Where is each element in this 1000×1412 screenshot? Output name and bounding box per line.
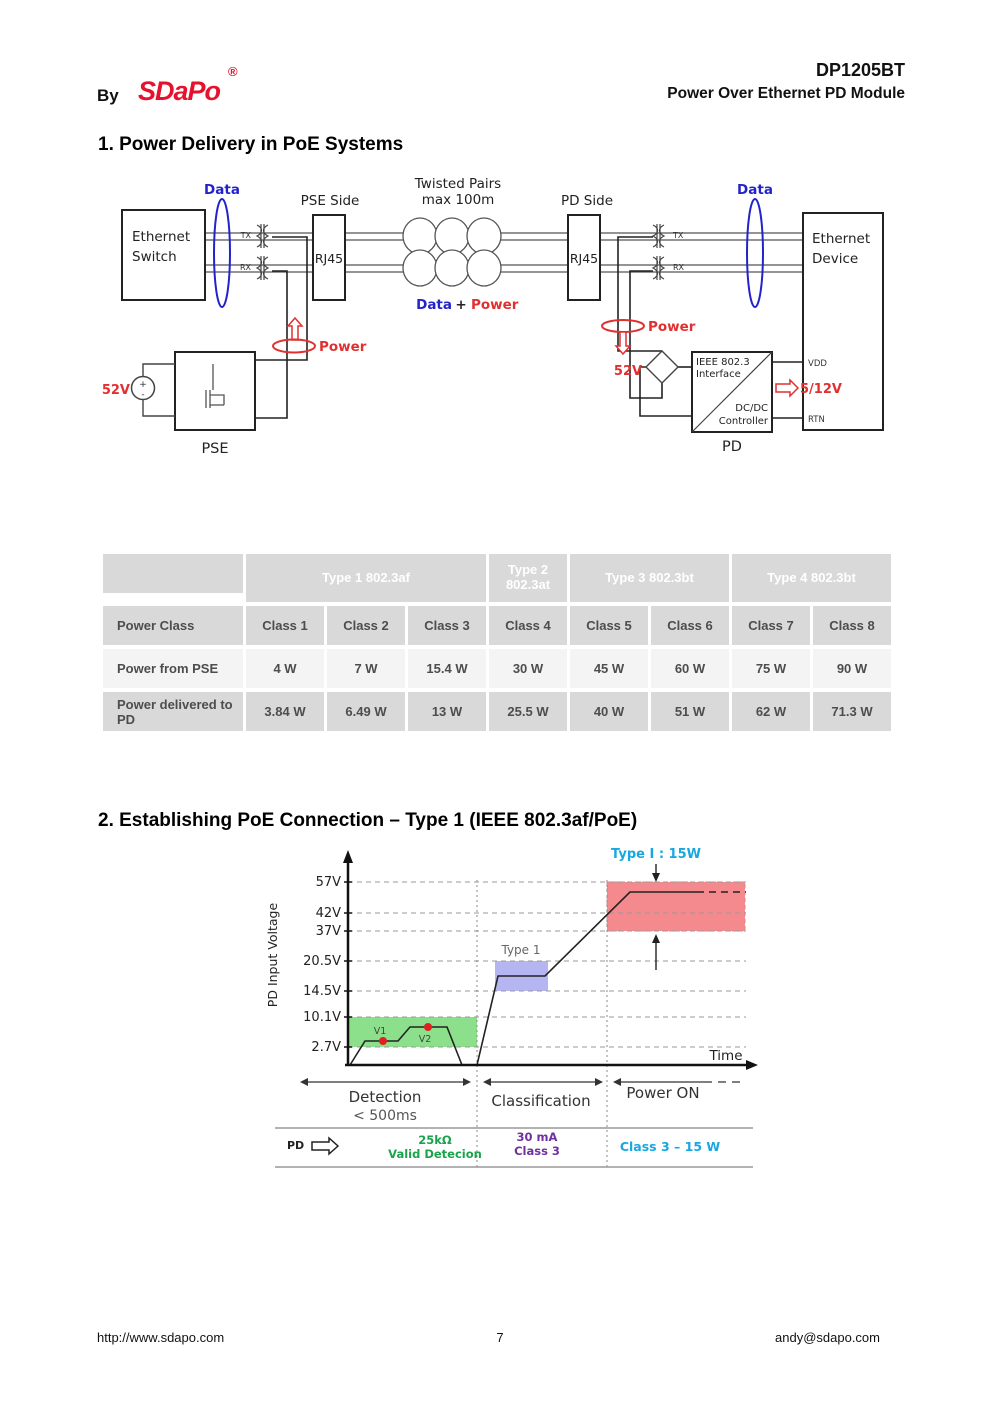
table-cell: 3.84 W — [246, 692, 324, 731]
x-axis-arrowhead — [746, 1060, 758, 1070]
y-axis-arrowhead — [343, 850, 353, 863]
detection-band — [348, 1017, 477, 1047]
section1-heading: 1. Power Delivery in PoE Systems — [98, 134, 404, 155]
classification-value2: Class 3 — [514, 1144, 560, 1158]
twisted-pairs-label1: Twisted Pairs — [414, 176, 502, 192]
ethernet-switch-label1: Ethernet — [132, 229, 191, 245]
table-cell: Class 1 — [246, 606, 324, 645]
y-tick-labels — [303, 875, 341, 1055]
x-axis-title: Time — [709, 1048, 743, 1064]
product-title: DP1205BT — [815, 60, 905, 80]
down-arrowhead-icon — [652, 873, 660, 882]
type1-header: Type 1 802.3af — [246, 554, 486, 602]
table-cell: Class 6 — [651, 606, 729, 645]
table-cell: 4 W — [246, 649, 324, 688]
table-cell: 75 W — [732, 649, 810, 688]
y-tick-20-5: 20.5V — [303, 954, 341, 969]
classification-value: 30 mA — [516, 1130, 558, 1144]
row-label-power-delivered: Power delivered to PD — [103, 692, 243, 731]
source-plus: + — [139, 380, 147, 390]
y-axis-title: PD Input Voltage — [265, 902, 280, 1008]
data-plus-power-power: Power — [471, 297, 519, 313]
poe-system-diagram — [100, 168, 900, 468]
ethernet-device-label1: Ethernet — [812, 231, 871, 247]
rj45-label-right: RJ45 — [569, 251, 599, 266]
data-plus-power-plus: + — [455, 297, 467, 313]
table-cell: 51 W — [651, 692, 729, 731]
table-cell: 62 W — [732, 692, 810, 731]
phase-separators — [477, 880, 607, 1167]
ethernet-device-label2: Device — [812, 251, 859, 267]
table-cell: 13 W — [408, 692, 486, 731]
phase-classification-label: Classification — [491, 1092, 591, 1110]
table-cell: Class 2 — [327, 606, 405, 645]
pse-box — [175, 352, 255, 430]
header-title-block — [667, 60, 905, 103]
footer-page-number: 7 — [496, 1330, 504, 1345]
table-cell: 7 W — [327, 649, 405, 688]
rx-label-pse: RX — [239, 263, 251, 272]
data-ellipse-right — [747, 199, 763, 307]
phase-detection-sublabel: < 500ms — [353, 1108, 417, 1124]
ieee-label2: Interface — [696, 369, 741, 380]
detection-value2: Valid Detecion — [388, 1147, 482, 1161]
y-tick-57: 57V — [315, 875, 341, 890]
table-cell: 45 W — [570, 649, 648, 688]
table-corner-cell — [103, 554, 243, 593]
poe-connection-chart — [250, 840, 770, 1180]
power-label-right: Power — [648, 319, 696, 335]
type3-header: Type 3 802.3bt — [570, 554, 729, 602]
row-label-power-from-pse: Power from PSE — [103, 649, 243, 688]
source-minus: - — [141, 390, 145, 400]
pse-power-wires — [255, 237, 307, 418]
product-subtitle: Power Over Ethernet PD Module — [667, 85, 905, 102]
v2-point — [424, 1023, 432, 1031]
power-class-table — [103, 554, 891, 731]
type1-15w-label: Type I : 15W — [611, 847, 701, 862]
data-label-left: Data — [204, 182, 240, 198]
section2-heading: 2. Establishing PoE Connection – Type 1 (IEEE 802.3af/PoE) — [98, 810, 638, 831]
diode-bridge-icon — [646, 351, 678, 383]
pd-label: PD — [722, 439, 742, 455]
table-cell: 40 W — [570, 692, 648, 731]
table-cell: 90 W — [813, 649, 891, 688]
pd-data-wires — [600, 233, 803, 272]
table-cell: 25.5 W — [489, 692, 567, 731]
ieee-label1: IEEE 802.3 — [696, 357, 750, 368]
pd-side-label: PD Side — [560, 193, 614, 209]
tx-label-pse: TX — [240, 231, 251, 240]
y-tick-10-1: 10.1V — [303, 1010, 341, 1025]
pse-label: PSE — [201, 441, 229, 457]
registered-trademark: ® — [228, 64, 238, 79]
v1-label: V1 — [373, 1026, 387, 1037]
pd-row-label: PD — [287, 1139, 305, 1152]
table-cell: 30 W — [489, 649, 567, 688]
phase-detection-label: Detection — [348, 1088, 422, 1106]
table-cell: 60 W — [651, 649, 729, 688]
v2-label: V2 — [418, 1034, 432, 1045]
footer-email: andy@sdapo.com — [775, 1330, 880, 1345]
power-on-band — [607, 882, 745, 931]
table-cell: Class 4 — [489, 606, 567, 645]
table-cell: Class 7 — [732, 606, 810, 645]
data-ellipse-left — [214, 199, 230, 307]
vdd-pin-label: VDD — [808, 359, 827, 369]
v52-label-left: 52V — [101, 383, 130, 398]
power-ellipse-right — [602, 320, 644, 332]
table-cell: 15.4 W — [408, 649, 486, 688]
rx-label-pd: RX — [673, 263, 685, 272]
vout-label: 5/12V — [800, 382, 842, 397]
type2-header: Type 2 802.3at — [489, 554, 567, 602]
vout-arrow-icon — [776, 380, 798, 396]
pd-right-arrow-icon — [312, 1138, 338, 1154]
table-cell: 71.3 W — [813, 692, 891, 731]
type1-band-label: Type 1 — [501, 943, 541, 957]
brand-logo: SDaPo — [138, 76, 221, 106]
type4-header: Type 4 802.3bt — [732, 554, 891, 602]
v1-point — [379, 1037, 387, 1045]
y-tick-2-7: 2.7V — [311, 1040, 341, 1055]
table-cell: Class 3 — [408, 606, 486, 645]
data-plus-power-data: Data — [416, 297, 452, 313]
data-label-right: Data — [737, 182, 773, 198]
rj45-label-left: RJ45 — [314, 251, 344, 266]
rtn-pin-label: RTN — [808, 415, 825, 425]
up-arrowhead-icon — [652, 934, 660, 943]
row-label-power-class: Power Class — [103, 606, 243, 645]
pse-side-label: PSE Side — [300, 193, 360, 209]
twisted-pair-icon — [403, 218, 501, 286]
poweron-value: Class 3 – 15 W — [619, 1139, 721, 1154]
by-label: By — [97, 86, 119, 105]
dcdc-label1: DC/DC — [735, 403, 768, 414]
table-cell: Class 8 — [813, 606, 891, 645]
v52-label-right: 52V — [613, 364, 643, 379]
power-ellipse-left — [273, 340, 315, 353]
power-label-left: Power — [319, 339, 367, 355]
footer-url: http://www.sdapo.com — [97, 1330, 225, 1345]
table-cell: 6.49 W — [327, 692, 405, 731]
y-tick-37: 37V — [315, 924, 341, 939]
table-cell: Class 5 — [570, 606, 648, 645]
y-tick-42: 42V — [315, 906, 341, 921]
phase-poweron-label: Power ON — [626, 1084, 700, 1102]
dcdc-label2: Controller — [718, 416, 768, 427]
ethernet-switch-label2: Switch — [132, 249, 177, 265]
twisted-pairs-label2: max 100m — [421, 192, 495, 208]
detection-value: 25kΩ — [418, 1133, 452, 1147]
power-up-arrow-icon — [288, 318, 302, 340]
tx-label-pd: TX — [673, 231, 684, 240]
y-tick-14-5: 14.5V — [303, 984, 341, 999]
